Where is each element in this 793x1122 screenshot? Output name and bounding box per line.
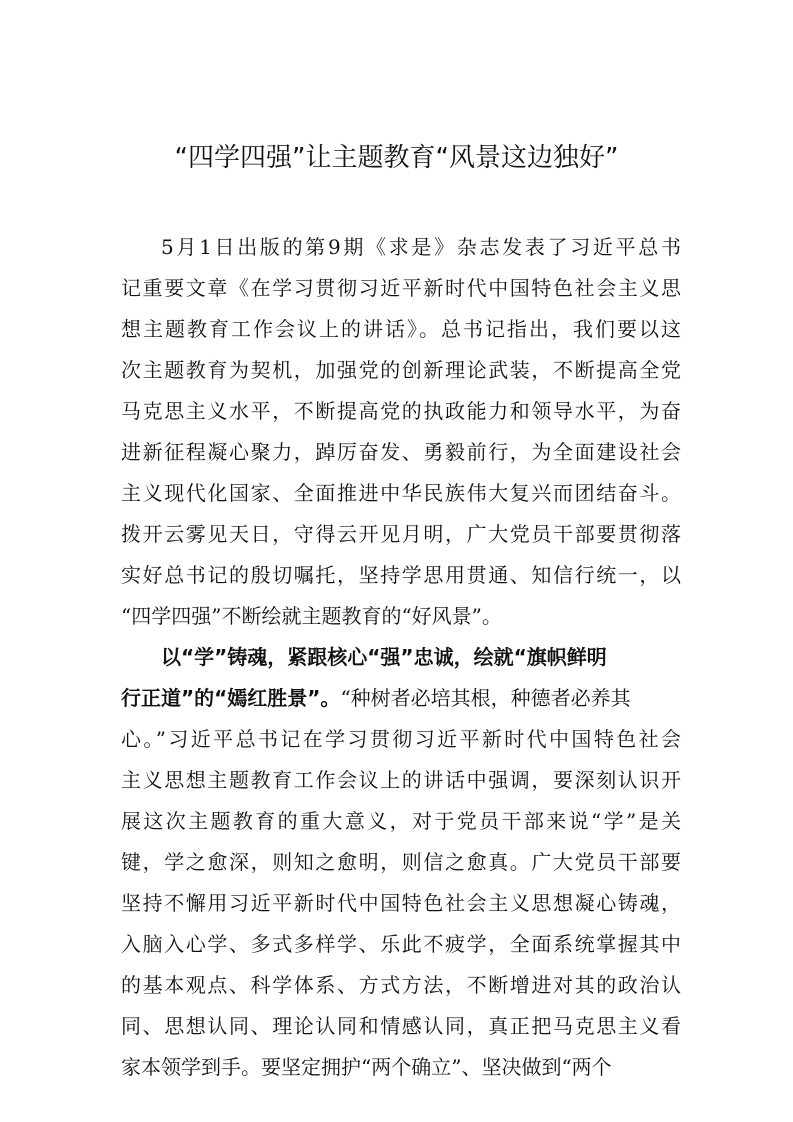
- text-line: 次主题教育为契机，加强党的创新理论武装，不断提高全党: [121, 358, 681, 382]
- text-line: 想主题教育工作会议上的讲话》。总书记指出，我们要以这: [121, 317, 681, 341]
- paragraph-1: [121, 227, 681, 637]
- text-line: 键，学之愈深，则知之愈明，则信之愈真。广大党员干部要: [121, 850, 681, 874]
- section-heading-continued: 行正道”的“嫣红胜景”。: [121, 686, 341, 710]
- text-line: 家本领学到手。要坚定拥护“两个确立”、坚决做到“两个: [121, 1055, 612, 1079]
- text-line: 实好总书记的殷切嘱托，坚持学思用贯通、知信行统一，以: [121, 563, 681, 587]
- text-line: 的基本观点、科学体系、方式方法，不断增进对其的政治认: [121, 973, 681, 997]
- text-line: 5月1日出版的第9期《求是》杂志发表了习近平总书: [161, 235, 681, 259]
- text-line: 入脑入心学、多式多样学、乐此不疲学，全面系统掌握其中: [121, 932, 681, 956]
- text-line: 心。”习近平总书记在学习贯彻习近平新时代中国特色社会: [121, 727, 681, 751]
- section-heading: 以“学”铸魂，紧跟核心“强”忠诚，绘就“旗帜鲜明: [161, 645, 607, 669]
- text-line: 马克思主义水平，不断提高党的执政能力和领导水平，为奋: [121, 399, 681, 423]
- text-line: 拨开云雾见天日，守得云开见月明，广大党员干部要贯彻落: [121, 522, 681, 546]
- text-line: 记重要文章《在学习贯彻习近平新时代中国特色社会主义思: [121, 276, 681, 300]
- paragraph-2: [121, 637, 681, 1088]
- text-line: 主义现代化国家、全面推进中华民族伟大复兴而团结奋斗。: [121, 481, 681, 505]
- text-line: 同、思想认同、理论认同和情感认同，真正把马克思主义看: [121, 1014, 681, 1038]
- text-line: 主义思想主题教育工作会议上的讲话中强调，要深刻认识开: [121, 768, 681, 792]
- text-line: 展这次主题教育的重大意义，对于党员干部来说“学”是关: [121, 809, 681, 833]
- text-line: “四学四强”不断绘就主题教育的“好风景”。: [121, 604, 502, 628]
- document-title: “四学四强”让主题教育“风景这边独好”: [174, 143, 619, 173]
- text-line: [121, 678, 681, 719]
- quote-text: “种树者必培其根，种德者必养其: [340, 686, 631, 710]
- text-line: 坚持不懈用习近平新时代中国特色社会主义思想凝心铸魂，: [121, 891, 681, 915]
- text-line: 进新征程凝心聚力，踔厉奋发、勇毅前行，为全面建设社会: [121, 440, 681, 464]
